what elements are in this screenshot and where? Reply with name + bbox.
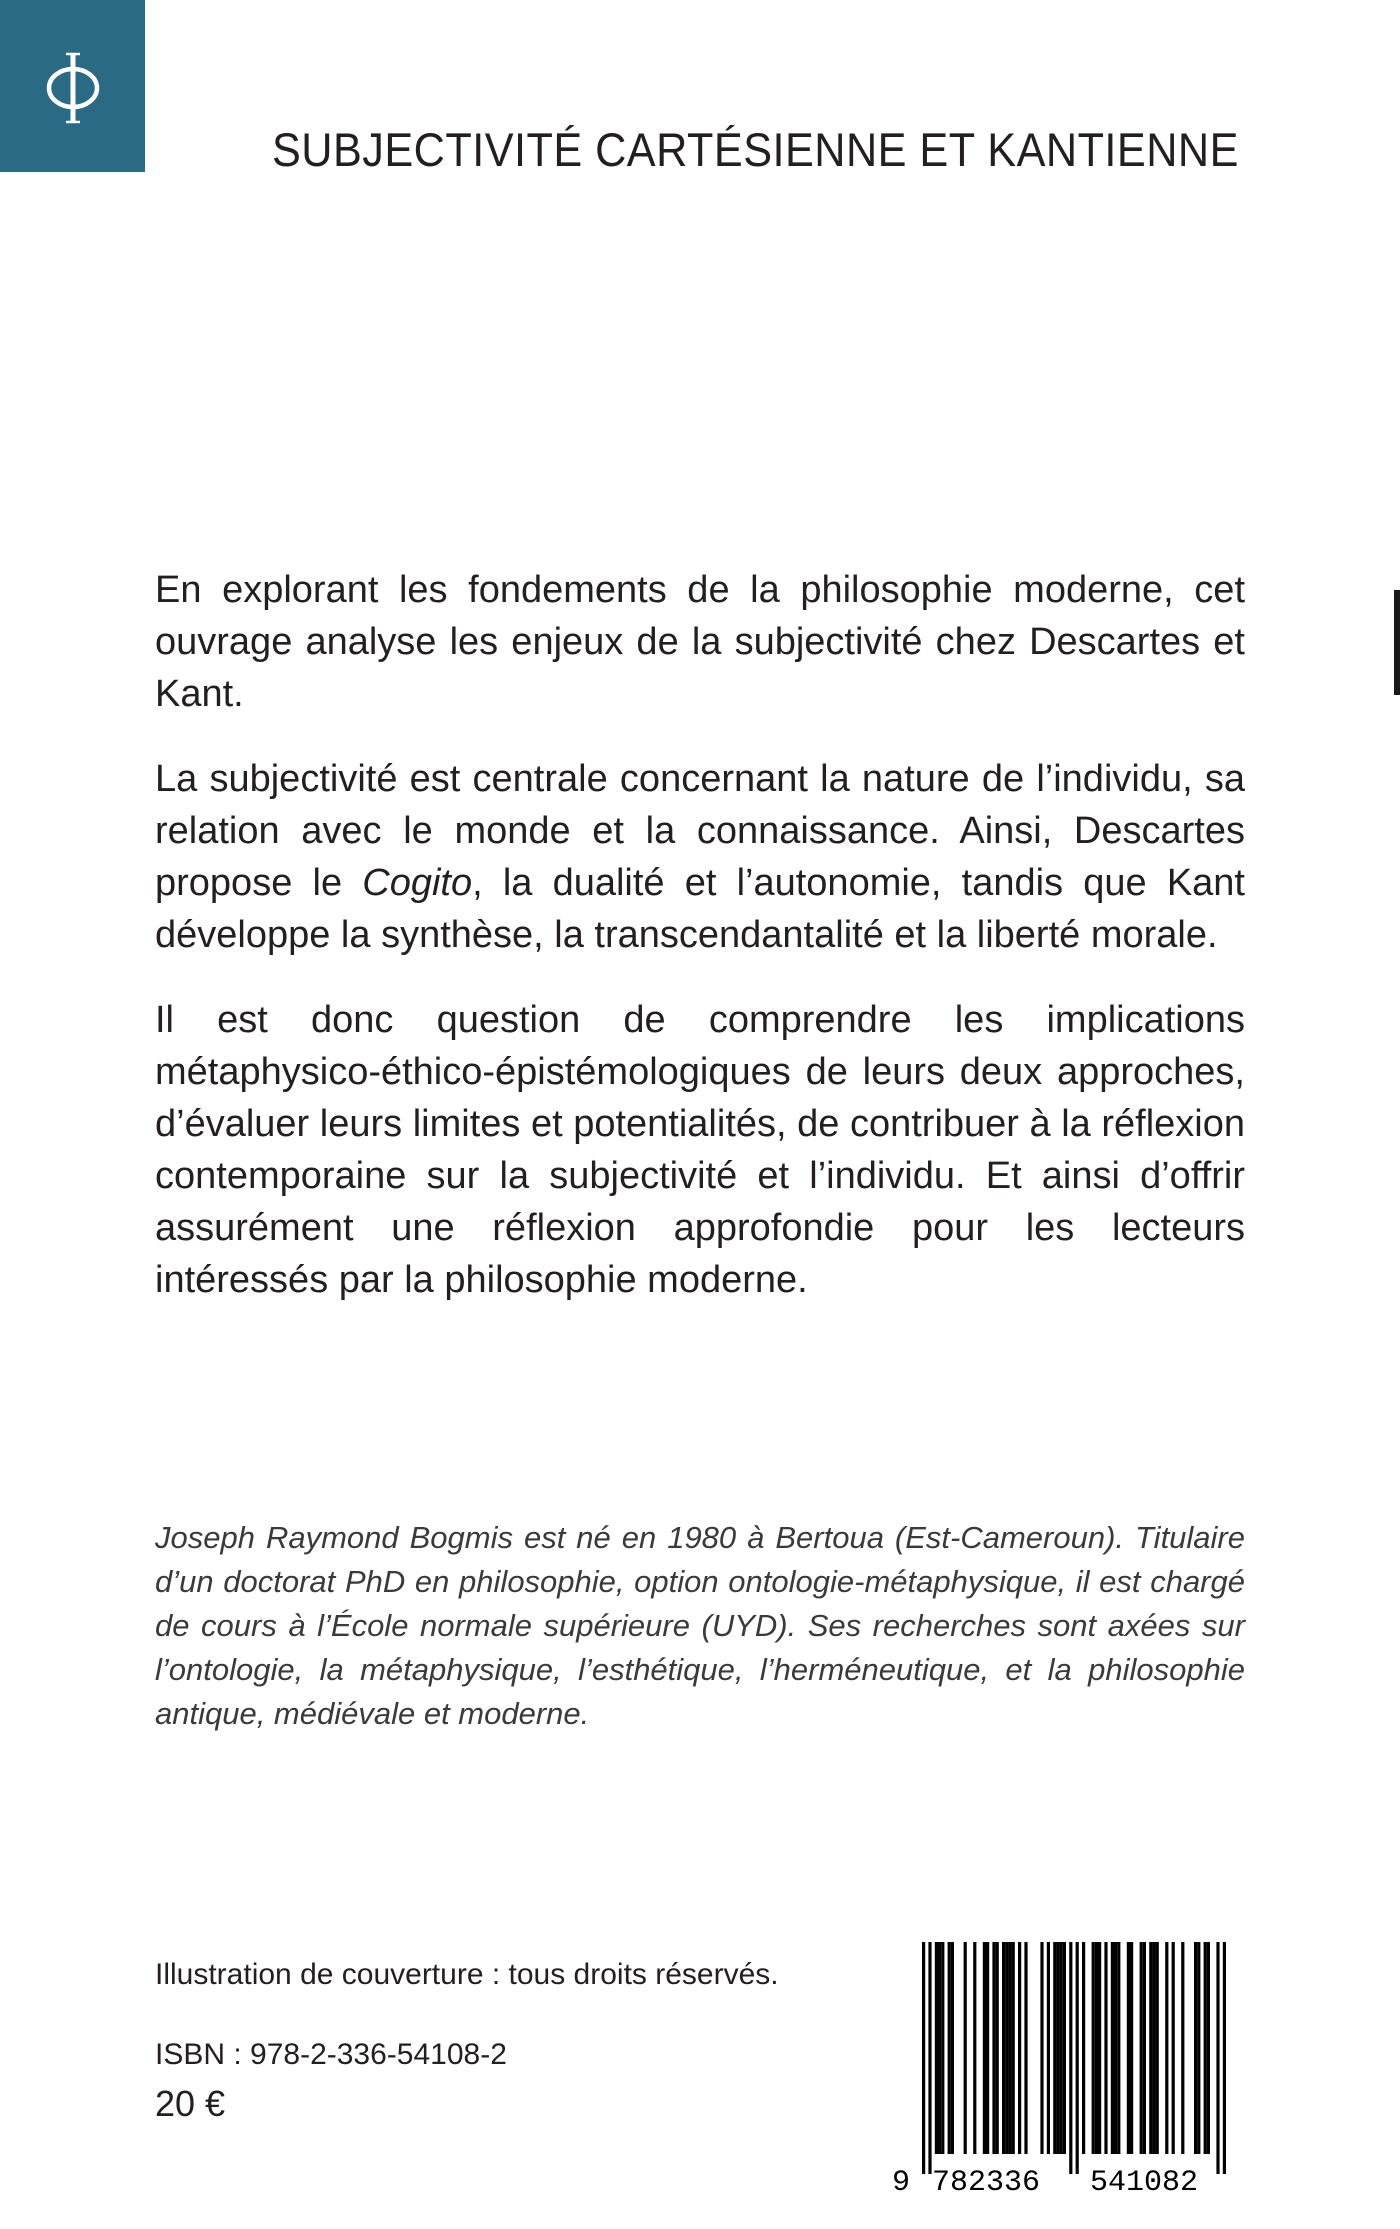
barcode-bar [1056,1942,1059,2154]
barcode-bar [1092,1942,1095,2154]
barcode-bar [1152,1942,1155,2154]
barcode-bar [1047,1942,1050,2154]
barcode-bar [1002,1942,1005,2154]
publisher-logo [0,0,145,172]
barcode-bar [1076,1942,1079,2174]
barcode-bar [996,1942,999,2154]
barcode-bar [964,1942,967,2154]
barcode-bar [992,1942,995,2154]
barcode-bar [1063,1942,1066,2154]
barcode-bar [1194,1942,1197,2154]
barcode-bar [1130,1942,1133,2154]
barcode-bar [1060,1942,1063,2154]
book-title: SUBJECTIVITÉ CARTÉSIENNE ET KANTIENNE [272,123,1239,176]
barcode-bar [1149,1942,1152,2154]
barcode-bar [1207,1942,1210,2154]
barcode-bar [1197,1942,1200,2154]
barcode-bar [1111,1942,1114,2154]
barcode-bar [938,1942,941,2154]
barcode-bar [1223,1942,1226,2174]
barcode-bar [1005,1942,1008,2154]
barcode-bars [922,1942,1226,2174]
author-bio [155,1516,1245,1736]
barcode-bar [1024,1942,1027,2154]
barcode-bar [1018,1942,1021,2154]
book-summary [155,564,1245,1339]
barcode-bar [1098,1942,1101,2154]
summary-paragraph-2 [155,753,1245,961]
cogito-term: Cogito [362,862,473,904]
phi-logo-icon [38,36,108,136]
barcode-bar [973,1942,976,2154]
barcode-bar [1040,1942,1043,2154]
barcode-bar [941,1942,944,2154]
barcode-bar [1156,1942,1159,2154]
price: 20 € [155,2083,226,2124]
barcode-bar [922,1942,925,2174]
barcode-bar [1143,1942,1146,2154]
barcode-bar [1082,1942,1085,2154]
cover-credit: Illustration de couverture : tous droits réservés. [155,1958,779,1991]
barcode-bar [1204,1942,1207,2154]
barcode-bar [1172,1942,1175,2154]
barcode-bar [1216,1942,1219,2174]
spine-mark [1394,590,1400,695]
barcode-bar [1165,1942,1168,2154]
barcode-bar [1181,1942,1184,2154]
barcode-bar [1127,1942,1130,2154]
barcode-bar [1069,1942,1072,2174]
author-bio-text: est né en 1980 à Bertoua (Est-Cameroun). Titulaire d’un doctorat PhD en philosophie, option ontologie-métaphysique, il est chargé de cours à l’École normale supérieure (UYD). Ses recherches sont axées sur l’ontologie, la métaphysique, l’esthétique, l’herméneutique, et la philosophie antique, médiévale et moderne. [155,1520,1245,1731]
summary-paragraph-1: En explorant les fondements de la philosophie moderne, cet ouvrage analyse les enjeux de la subjectivité chez Descartes et Kant. [155,569,1245,715]
barcode-bar [1114,1942,1117,2154]
barcode-bar [1095,1942,1098,2154]
barcode-bar [983,1942,986,2154]
barcode-left-digits: 782336 [932,2166,1041,2197]
isbn-barcode [892,1942,1252,2197]
summary-paragraph-3: Il est donc question de comprendre les implications métaphysico-éthico-épistémologiques de leurs deux approches, d’évaluer leurs limites et potentialités, de contribuer à la réflexion contemporaine sur la subjectivité et l’individu. Et ainsi d’offrir assurément une réflexion approfondie pour les lecteurs intéressés par la philosophie moderne. [155,999,1245,1301]
barcode-bar [1012,1942,1015,2154]
barcode-bar [1008,1942,1011,2154]
author-name: Joseph Raymond Bogmis [155,1520,513,1555]
barcode-bar [948,1942,951,2154]
isbn: ISBN : 978-2-336-54108-2 [155,2038,507,2071]
barcode-first-digit: 9 [892,2166,911,2197]
barcode-bar [928,1942,931,2174]
barcode-bar [1053,1942,1056,2154]
barcode-bar [951,1942,954,2154]
barcode-bar [986,1942,989,2154]
summary-paragraph-2-end: , la dualité et l’autonomie, tandis que Kant développe la synthèse, la transcendantalité et la liberté morale. [155,862,1245,956]
barcode-right-digits: 541082 [1090,2166,1199,2197]
barcode-bar [1140,1942,1143,2154]
summary-paragraph-2-start: La subjectivité est centrale concernant la nature de l’individu, sa relation avec le monde et la connaissance. Ainsi, Descartes propose le [155,758,1245,904]
barcode-bar [1104,1942,1107,2154]
barcode-bar [935,1942,938,2154]
barcode-bar [1117,1942,1120,2154]
